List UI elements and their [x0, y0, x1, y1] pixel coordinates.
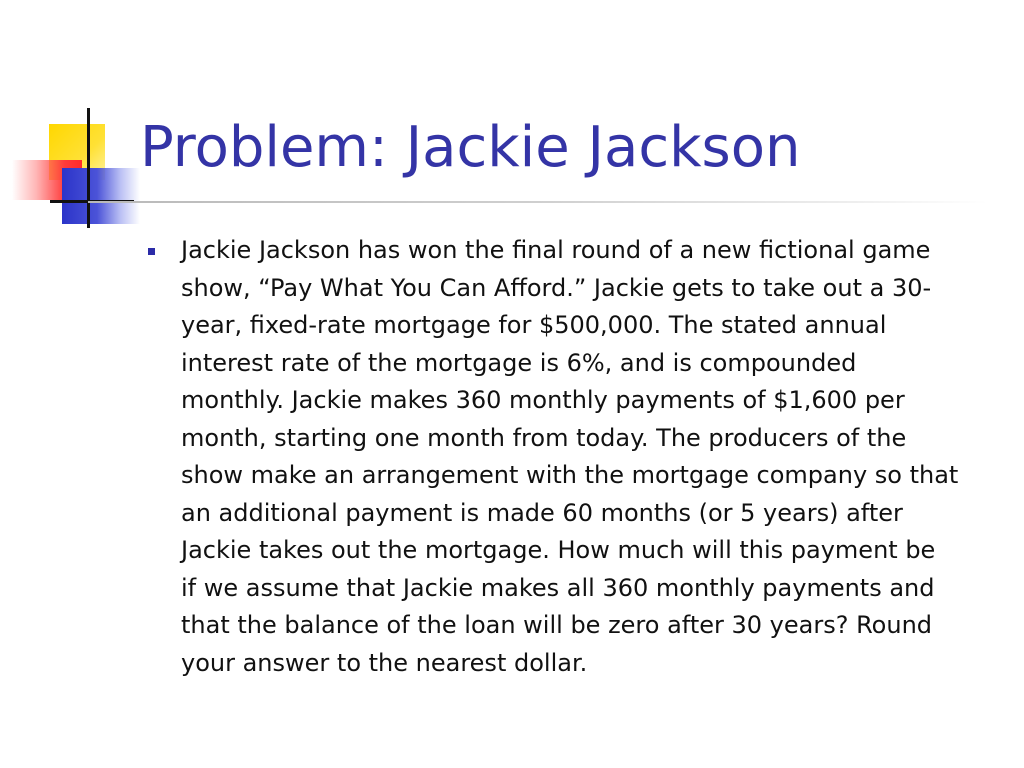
bullet-line: show make an arrangement with the mortgage company so that — [181, 461, 959, 489]
bullet-line: year, fixed-rate mortgage for $500,000. The stated annual — [181, 311, 887, 339]
bullet-line: that the balance of the loan will be zero after 30 years? Round — [181, 611, 933, 639]
vertical-line-decoration — [87, 108, 90, 228]
bullet-item — [148, 232, 998, 682]
slide-body — [148, 232, 998, 682]
bullet-line: show, “Pay What You Can Afford.” Jackie gets to take out a 30- — [181, 273, 932, 302]
bullet-line: month, starting one month from today. The producers of the — [181, 423, 907, 452]
slide-title: Problem: Jackie Jackson — [140, 115, 801, 180]
blue-square-decoration — [62, 168, 140, 224]
bullet-line: Jackie takes out the mortgage. How much will this payment be — [181, 536, 936, 564]
title-divider — [88, 201, 988, 203]
bullet-line: monthly. Jackie makes 360 monthly payments of $1,600 per — [181, 386, 905, 414]
bullet-line: if we assume that Jackie makes all 360 monthly payments and — [181, 573, 935, 602]
bullet-square-icon — [148, 248, 155, 255]
bullet-line: Jackie Jackson has won the final round of a new fictional game — [181, 236, 931, 264]
bullet-line: your answer to the nearest dollar. — [181, 648, 588, 677]
corner-decoration — [0, 0, 140, 240]
bullet-line: interest rate of the mortgage is 6%, and is compounded — [181, 348, 857, 377]
bullet-text — [181, 232, 998, 682]
bullet-line: an additional payment is made 60 months (or 5 years) after — [181, 498, 903, 527]
